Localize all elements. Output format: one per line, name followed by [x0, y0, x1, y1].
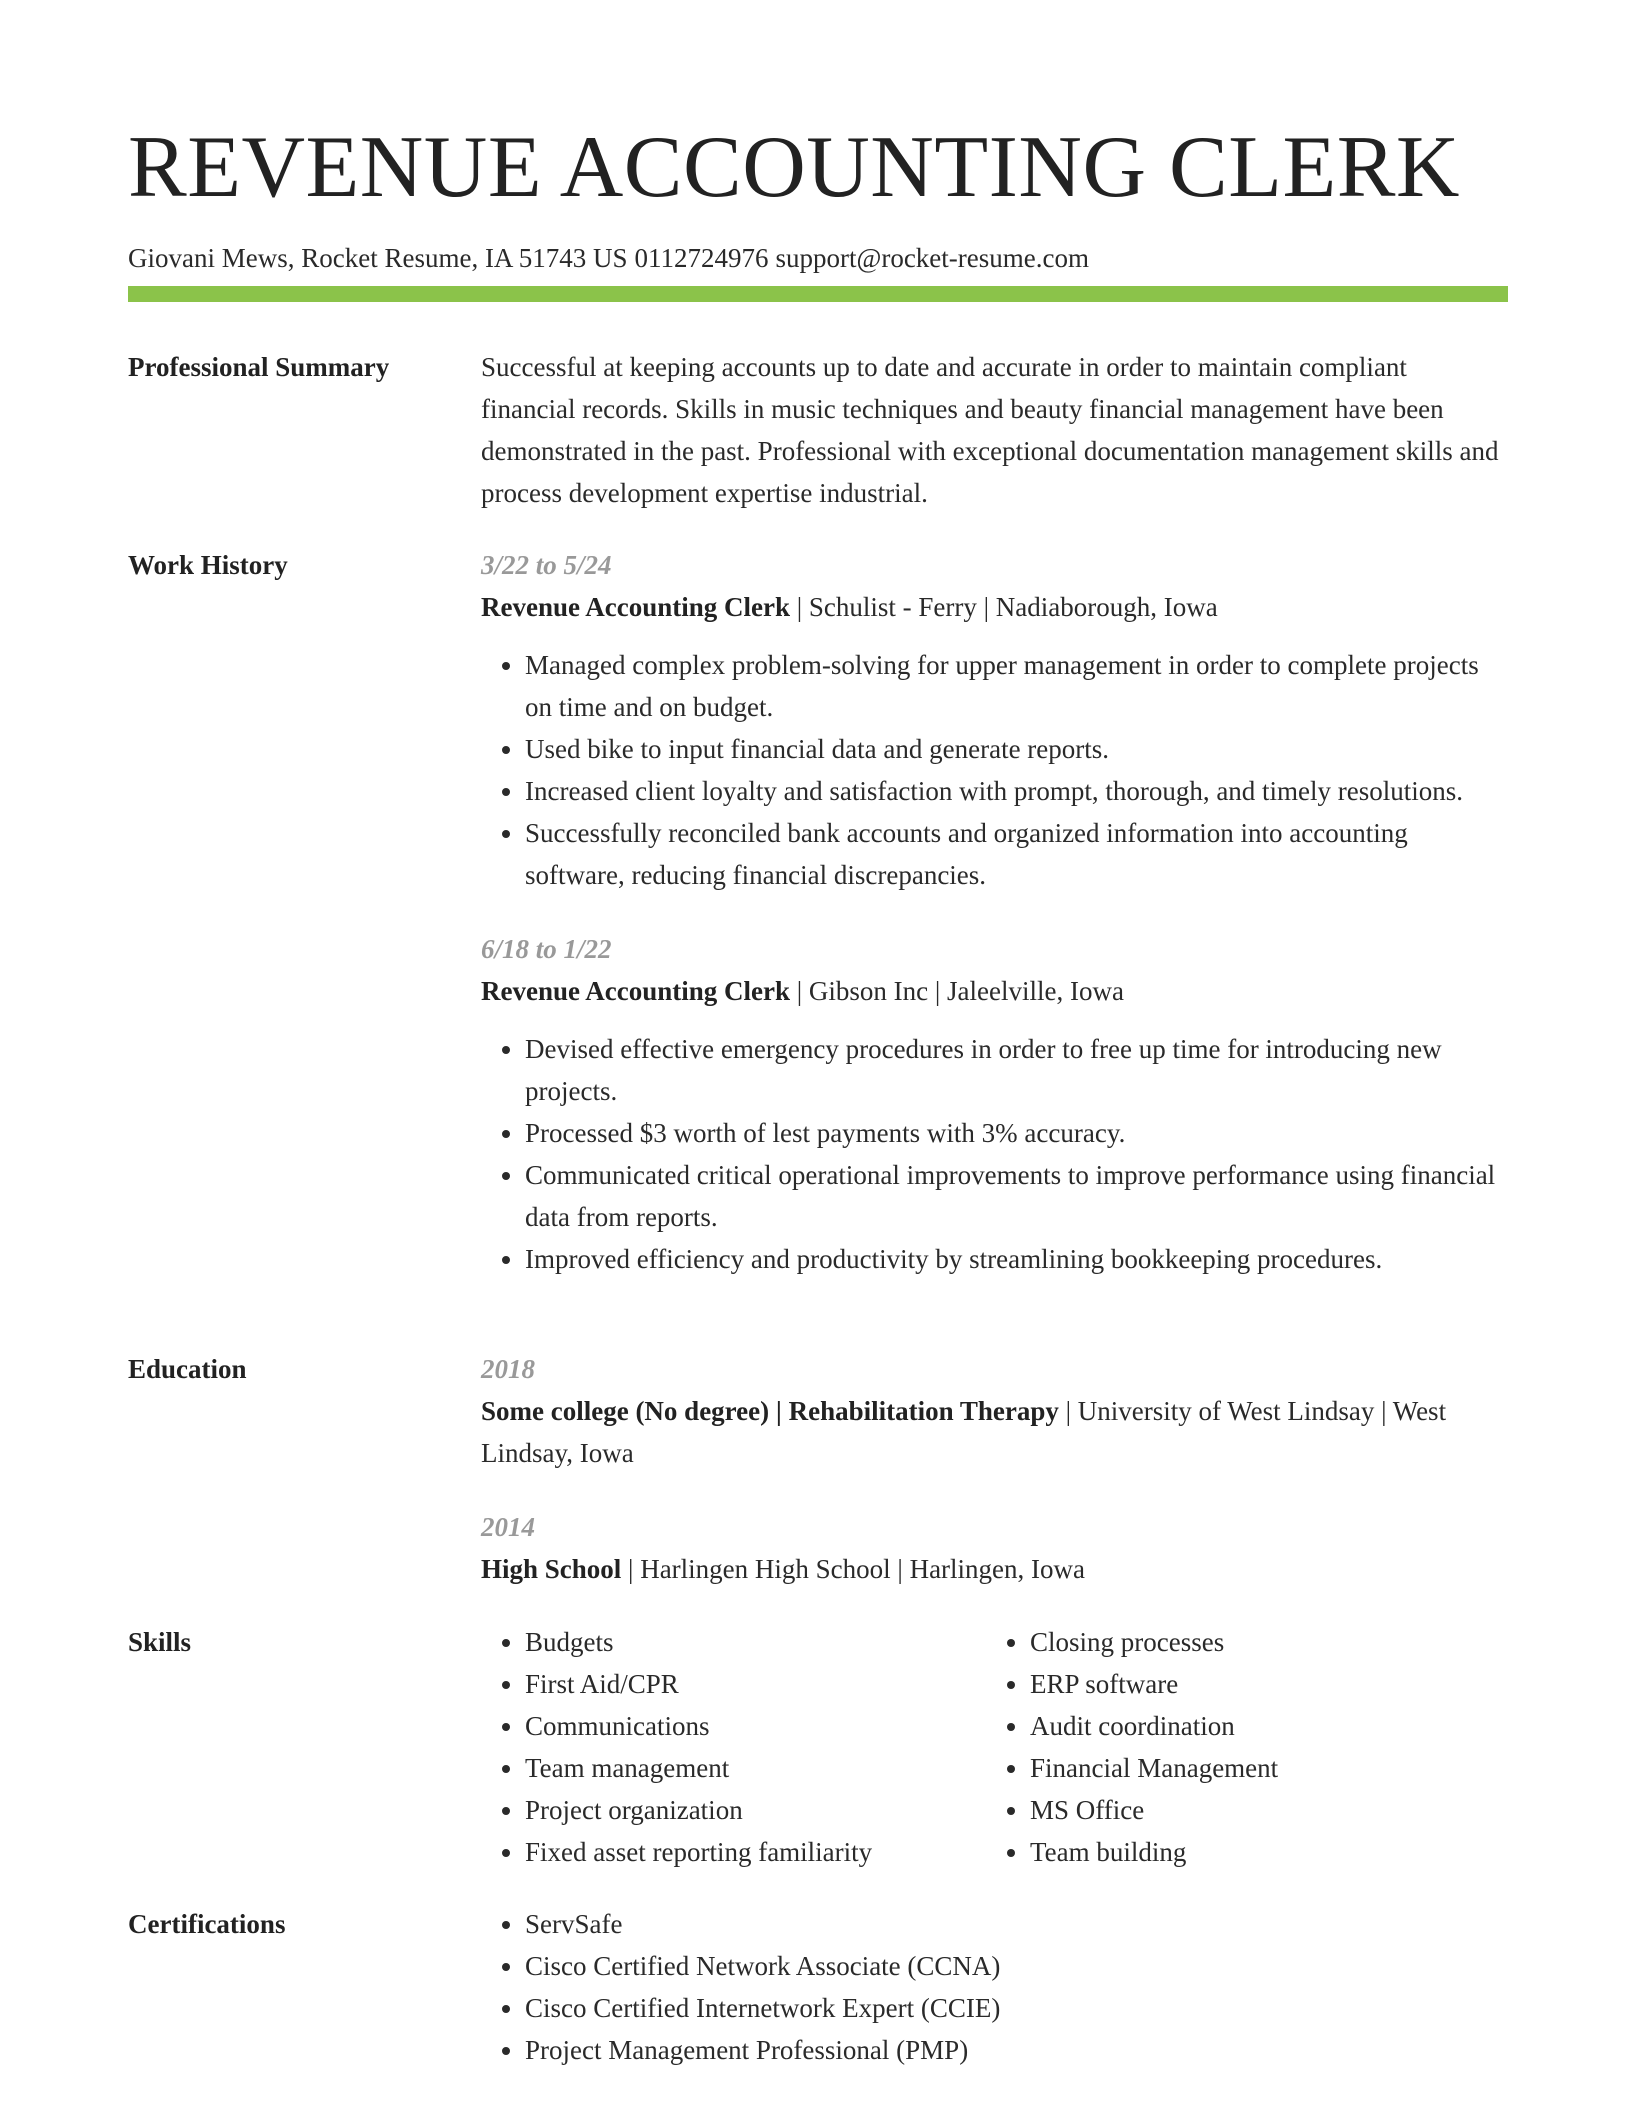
education-details: | University of West Lindsay | West Lindsay, Iowa	[481, 1396, 1447, 1468]
job-bullet: • Managed complex problem-solving for upper management in order to complete projects on time and on budget.	[525, 644, 1508, 728]
skill-item: • Communications	[525, 1705, 986, 1747]
skill-item: • First Aid/CPR	[525, 1663, 986, 1705]
education-details: | Harlingen High School | Harlingen, Iowa	[621, 1554, 1086, 1584]
job-title: Revenue Accounting Clerk	[481, 592, 790, 622]
skills-list	[986, 1621, 1491, 1873]
skill-item: • Financial Management	[1030, 1747, 1491, 1789]
education-heading-line	[481, 1548, 1508, 1590]
work-history-body	[481, 544, 1508, 1280]
job-bullet: • Improved efficiency and productivity by streamlining bookkeeping procedures.	[525, 1238, 1508, 1280]
job-bullet: • Communicated critical operational improvements to improve performance using financial data from reports.	[525, 1154, 1508, 1238]
contact-email: support@rocket-resume.com	[775, 243, 1089, 273]
education-entry	[481, 1506, 1508, 1590]
certifications-list	[481, 1903, 1508, 2071]
skills-list	[481, 1621, 986, 1873]
education-degree: High School	[481, 1554, 622, 1584]
education-degree: Some college (No degree) | Rehabilitation Therapy	[481, 1396, 1059, 1426]
job-details: | Gibson Inc | Jaleelville, Iowa	[789, 976, 1124, 1006]
summary-heading: Professional Summary	[128, 352, 390, 382]
job-entry	[481, 544, 1508, 896]
skill-item: • Closing processes	[1030, 1621, 1491, 1663]
resume-header	[128, 118, 1508, 274]
education-heading-line	[481, 1390, 1508, 1474]
skill-item: • Project organization	[525, 1789, 986, 1831]
contact-phone: 0112724976	[634, 243, 769, 273]
job-bullet: • Processed $3 worth of lest payments with 3% accuracy.	[525, 1112, 1508, 1154]
job-bullet: • Increased client loyalty and satisfaction with prompt, thorough, and timely resolutions.	[525, 770, 1508, 812]
header-divider	[128, 286, 1508, 302]
job-dates: 3/22 to 5/24	[481, 550, 612, 580]
education-entry	[481, 1348, 1508, 1474]
job-entry	[481, 928, 1508, 1280]
certification-item: • Cisco Certified Internetwork Expert (CCIE)	[525, 1987, 1508, 2029]
skill-item: • ERP software	[1030, 1663, 1491, 1705]
job-bullet: • Devised effective emergency procedures in order to free up time for introducing new projects.	[525, 1028, 1508, 1112]
job-dates: 6/18 to 1/22	[481, 934, 612, 964]
contact-line	[128, 242, 1508, 274]
skill-item: • Audit coordination	[1030, 1705, 1491, 1747]
summary-text: Successful at keeping accounts up to date and accurate in order to maintain compliant financial records. Skills in music techniques and beauty financial management have been demonstrated in the past. Professional with exceptional documentation management skills and process development expertise industrial.	[481, 352, 1499, 508]
skills-heading: Skills	[128, 1627, 192, 1657]
skills-column-right	[986, 1621, 1491, 1873]
skill-item: • MS Office	[1030, 1789, 1491, 1831]
education-year: 2018	[481, 1354, 535, 1384]
job-heading	[481, 970, 1508, 1012]
skills-body	[481, 1621, 1508, 1873]
work-history-heading: Work History	[128, 550, 288, 580]
skill-item: • Fixed asset reporting familiarity	[525, 1831, 986, 1873]
skill-item: • Team building	[1030, 1831, 1491, 1873]
resume-title: REVENUE ACCOUNTING CLERK	[128, 119, 1460, 216]
certification-item: • Project Management Professional (PMP)	[525, 2029, 1508, 2071]
job-title: Revenue Accounting Clerk	[481, 976, 790, 1006]
job-details: | Schulist - Ferry | Nadiaborough, Iowa	[789, 592, 1218, 622]
certifications-heading: Certifications	[128, 1909, 286, 1939]
education-year: 2014	[481, 1512, 535, 1542]
job-bullet: • Successfully reconciled bank accounts and organized information into accounting software, reducing financial discrepancies.	[525, 812, 1508, 896]
skill-item: • Team management	[525, 1747, 986, 1789]
job-bullets	[481, 1028, 1508, 1280]
job-bullets	[481, 644, 1508, 896]
skills-grid	[481, 1621, 1508, 1873]
contact-address: Giovani Mews, Rocket Resume, IA 51743 US	[128, 243, 628, 273]
certification-item: • ServSafe	[525, 1903, 1508, 1945]
certifications-body	[481, 1903, 1508, 2071]
education-heading: Education	[128, 1354, 247, 1384]
skill-item: • Budgets	[525, 1621, 986, 1663]
certification-item: • Cisco Certified Network Associate (CCNA)	[525, 1945, 1508, 1987]
summary-body	[481, 346, 1508, 514]
job-heading	[481, 586, 1508, 628]
education-body	[481, 1348, 1508, 1590]
job-bullet: • Used bike to input financial data and generate reports.	[525, 728, 1508, 770]
skills-column-left	[481, 1621, 986, 1873]
